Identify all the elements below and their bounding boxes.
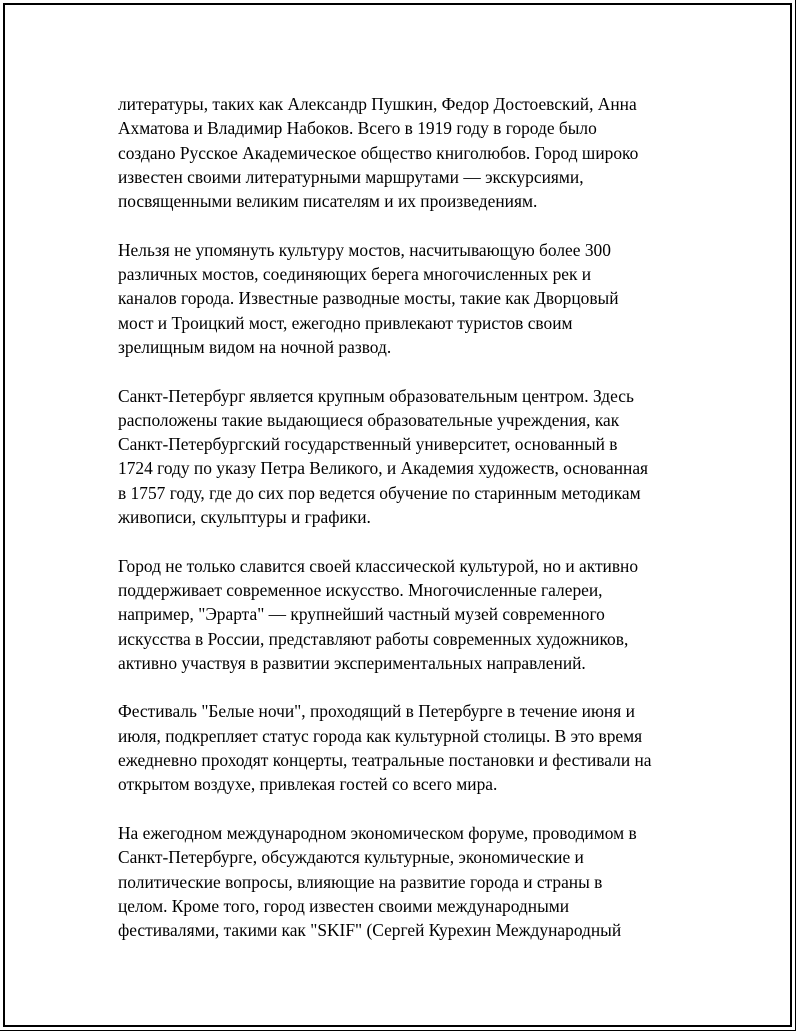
text-line: Ахматова и Владимир Набоков. Всего в 1919 году в городе было — [118, 118, 597, 139]
paragraph-white-nights — [118, 699, 708, 796]
document-body — [118, 92, 708, 967]
text-line: каналов города. Известные разводные мосты, такие как Дворцовый — [118, 288, 619, 309]
text-line: активно участвуя в развитии экспериментальных направлений. — [118, 652, 586, 673]
text-line: живописи, скульптуры и графики. — [118, 507, 371, 528]
text-line: например, "Эрарта" — крупнейший частный музей современного — [118, 604, 605, 625]
text-line: зрелищным видом на ночной развод. — [118, 336, 392, 357]
text-line: мост и Троицкий мост, ежегодно привлекают туристов своим — [118, 312, 573, 333]
text-line: литературы, таких как Александр Пушкин, Федор Достоевский, Анна — [118, 94, 637, 114]
text-line: поддерживает современное искусство. Многочисленные галереи, — [118, 579, 603, 600]
text-line: Город не только славится своей классической культурой, но и активно — [118, 555, 639, 576]
text-line: фестивалями, такими как "SKIF" (Сергей Курехин Международный — [118, 920, 622, 941]
text-line: Санкт-Петербурге, обсуждаются культурные, экономические и — [118, 847, 584, 868]
paragraph-forum — [118, 821, 708, 942]
text-line: Санкт-Петербург является крупным образовательным центром. Здесь — [118, 385, 634, 406]
text-line: 1724 году по указу Петра Великого, и Академия художеств, основанная — [118, 458, 649, 479]
text-line: искусства в России, представляют работы современных художников, — [118, 628, 629, 649]
text-line: июля, подкрепляет статус города как культурной столицы. В это время — [118, 725, 643, 746]
text-line: известен своими литературными маршрутами — экскурсиями, — [118, 166, 584, 187]
text-line: ежедневно проходят концерты, театральные постановки и фестивали на — [118, 750, 652, 771]
text-line: расположены такие выдающиеся образовательные учреждения, как — [118, 409, 620, 430]
text-line: Нельзя не упомянуть культуру мостов, насчитывающую более 300 — [118, 239, 611, 260]
text-line: посвященными великим писателям и их произведениям. — [118, 191, 538, 212]
text-line: различных мостов, соединяющих берега многочисленных рек и — [118, 264, 592, 285]
text-line: политические вопросы, влияющие на развитие города и страны в — [118, 871, 603, 892]
text-line: в 1757 году, где до сих пор ведется обучение по старинным методикам — [118, 482, 641, 503]
paragraph-literature — [118, 92, 708, 213]
paragraph-bridges — [118, 238, 708, 359]
text-line: На ежегодном международном экономическом форуме, проводимом в — [118, 822, 637, 843]
text-line: создано Русское Академическое общество книголюбов. Город широко — [118, 142, 639, 163]
text-line: Санкт-Петербургский государственный университет, основанный в — [118, 434, 618, 455]
paragraph-modern-art — [118, 554, 708, 675]
paragraph-education — [118, 384, 708, 530]
text-line: открытом воздухе, привлекая гостей со всего мира. — [118, 774, 498, 795]
text-line: Фестиваль "Белые ночи", проходящий в Петербурге в течение июня и — [118, 701, 635, 722]
text-line: целом. Кроме того, город известен своими международными — [118, 895, 570, 916]
